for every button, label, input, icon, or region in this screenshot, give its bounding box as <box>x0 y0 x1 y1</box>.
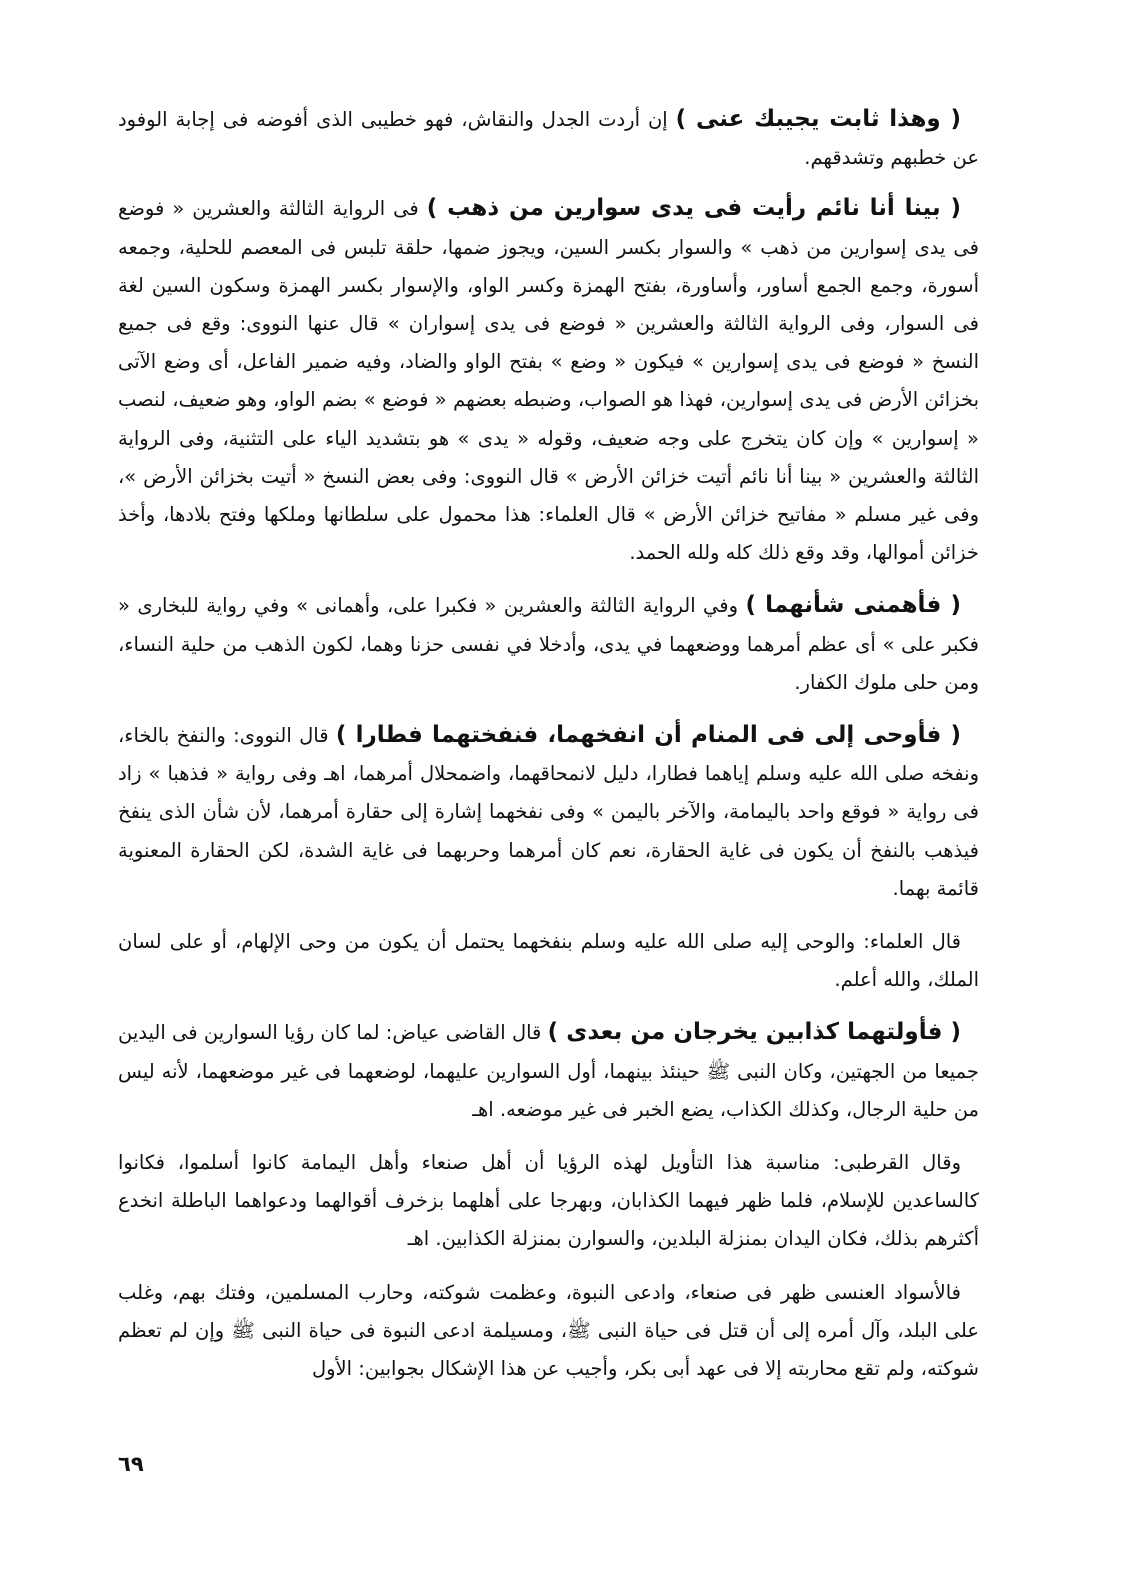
commentary-text: وقال القرطبى: مناسبة هذا التأويل لهذه الرؤيا أن أهل صنعاء وأهل اليمامة كانوا أسلموا، فكانوا كالساعدين للإسلام، فلما ظهر فيهما الكذابان، وبهرجا على أهلهما بزخرف أقوالهما ودعواهما الباطلة انخدع أكثرهم بذلك، فكان اليدان بمنزلة البلدين، والسوارن بمنزلة الكذابين. اهـ <box>118 1151 979 1251</box>
paragraph-5 <box>118 922 979 999</box>
commentary-text: فى الرواية الثالثة والعشرين « فوضع فى يدى إسوارين من ذهب » والسوار بكسر السين، ويجوز ضمها، حلقة تلبس فى المعصم للحلية، وجمعه أسورة، وجمع الجمع أساور، وأساورة، بفتح الهمزة وكسر الواو، والإسوار بكسر الهمزة وسكون السين لغة فى السوار، وفى الرواية الثالثة والعشرين « فوضع فى يدى إسواران » قال عنها النووى: وقع فى جميع النسخ « فوضع فى يدى إسوارين » فيكون « وضع » بفتح الواو والضاد، وفيه ضمير الفاعل، أى وضع الآتى بخزائن الأرض فى يدى إسوارين، فهذا هو الصواب، وضبطه بعضهم « فوضع » بضم الواو، وهو ضعيف، لنصب « إسوارين » وإن كان يتخرج على وجه ضعيف، وقوله « يدى » هو بتشديد الياء على التثنية، وفى الرواية الثالثة والعشرين « بينا أنا نائم أتيت خزائن الأرض » قال النووى: وفى بعض النسخ « أتيت بخزائن الأرض »، وفى غير مسلم « مفاتيح خزائن الأرض » قال العلماء: هذا محمول على سلطانها وملكها وفتح بلادها، وأخذ خزائن أموالها، وقد وقع ذلك كله ولله الحمد. <box>118 197 979 565</box>
commentary-text: فالأسواد العنسى ظهر فى صنعاء، وادعى النبوة، وعظمت شوكته، وحارب المسلمين، وفتك بهم، وغلب على البلد، وآل أمره إلى أن قتل فى حياة النبى ﷺ، ومسيلمة ادعى النبوة فى حياة النبى ﷺ وإن لم تعظم شوكته، ولم تقع محاربته إلا فى عهد أبى بكر، وأجيب عن هذا الإشكال بجوابين: الأول <box>118 1280 979 1381</box>
commentary-text: قال العلماء: والوحى إليه صلى الله عليه وسلم بنفخهما يحتمل أن يكون من وحى الإلهام، أو على لسان الملك، والله أعلم. <box>118 930 979 992</box>
page-number: ٦٩ <box>118 1452 144 1476</box>
paragraph-8 <box>118 1273 979 1389</box>
commentary-text: إن أردت الجدل والنقاش، فهو خطيبى الذى أفوضه فى إجابة الوفود عن خطبهم وتشدقهم. <box>118 108 979 170</box>
hadith-phrase: ( فأهمنى شأنهما ) <box>745 592 961 619</box>
commentary-text: قال القاضى عياض: لما كان رؤيا السوارين فى اليدين جميعا من الجهتين، وكان النبى ﷺ حينئذ بينهما، أول السوارين عليهما، لوضعهما فى غير موضعهما، لأنه ليس من حلية الرجال، وكذلك الكذاب، يضع الخبر فى غير موضعه. اهـ <box>118 1021 979 1121</box>
paragraph-2 <box>118 189 979 572</box>
hadith-phrase: ( فأوحى إلى فى المنام أن انفخهما، فنفختهما فطارا ) <box>335 722 961 749</box>
hadith-phrase: ( وهذا ثابت يجيبك عنى ) <box>675 106 961 132</box>
commentary-text: قال النووى: والنفخ بالخاء، ونفخه صلى الله عليه وسلم إياهما فطارا، دليل لانمحاقهما، واضمحلال أمرهما، اهـ وفى رواية « فذهبا » زاد فى رواية « فوقع واحد باليمامة، والآخر باليمن » وفى نفخهما إشارة إلى حقارة أمرهما، لأن شأن الذى ينفخ فيذهب بالنفخ أن يكون فى غاية الحقارة، نعم كان أمرهما وحربهما فى غاية الشدة، لكن الحقارة المعنوية قائمة بهما. <box>118 724 979 900</box>
commentary-text: وفي الرواية الثالثة والعشرين « فكبرا على، وأهمانى » وفي رواية للبخارى « فكبر على » أى عظم أمرهما ووضعهما في يدى، وأدخلا في نفسى حزنا وهما، لكون الذهب من حلية النساء، ومن حلى ملوك الكفار. <box>118 594 979 694</box>
paragraph-1 <box>118 100 979 177</box>
paragraph-7 <box>118 1143 979 1259</box>
paragraph-4 <box>118 716 979 908</box>
paragraph-6 <box>118 1013 979 1129</box>
hadith-phrase: ( بينا أنا نائم رأيت فى يدى سوارين من ذهب ) <box>426 195 961 222</box>
paragraph-3 <box>118 586 979 702</box>
hadith-phrase: ( فأولتهما كذابين يخرجان من بعدى ) <box>547 1019 961 1046</box>
page-body <box>118 100 979 1388</box>
